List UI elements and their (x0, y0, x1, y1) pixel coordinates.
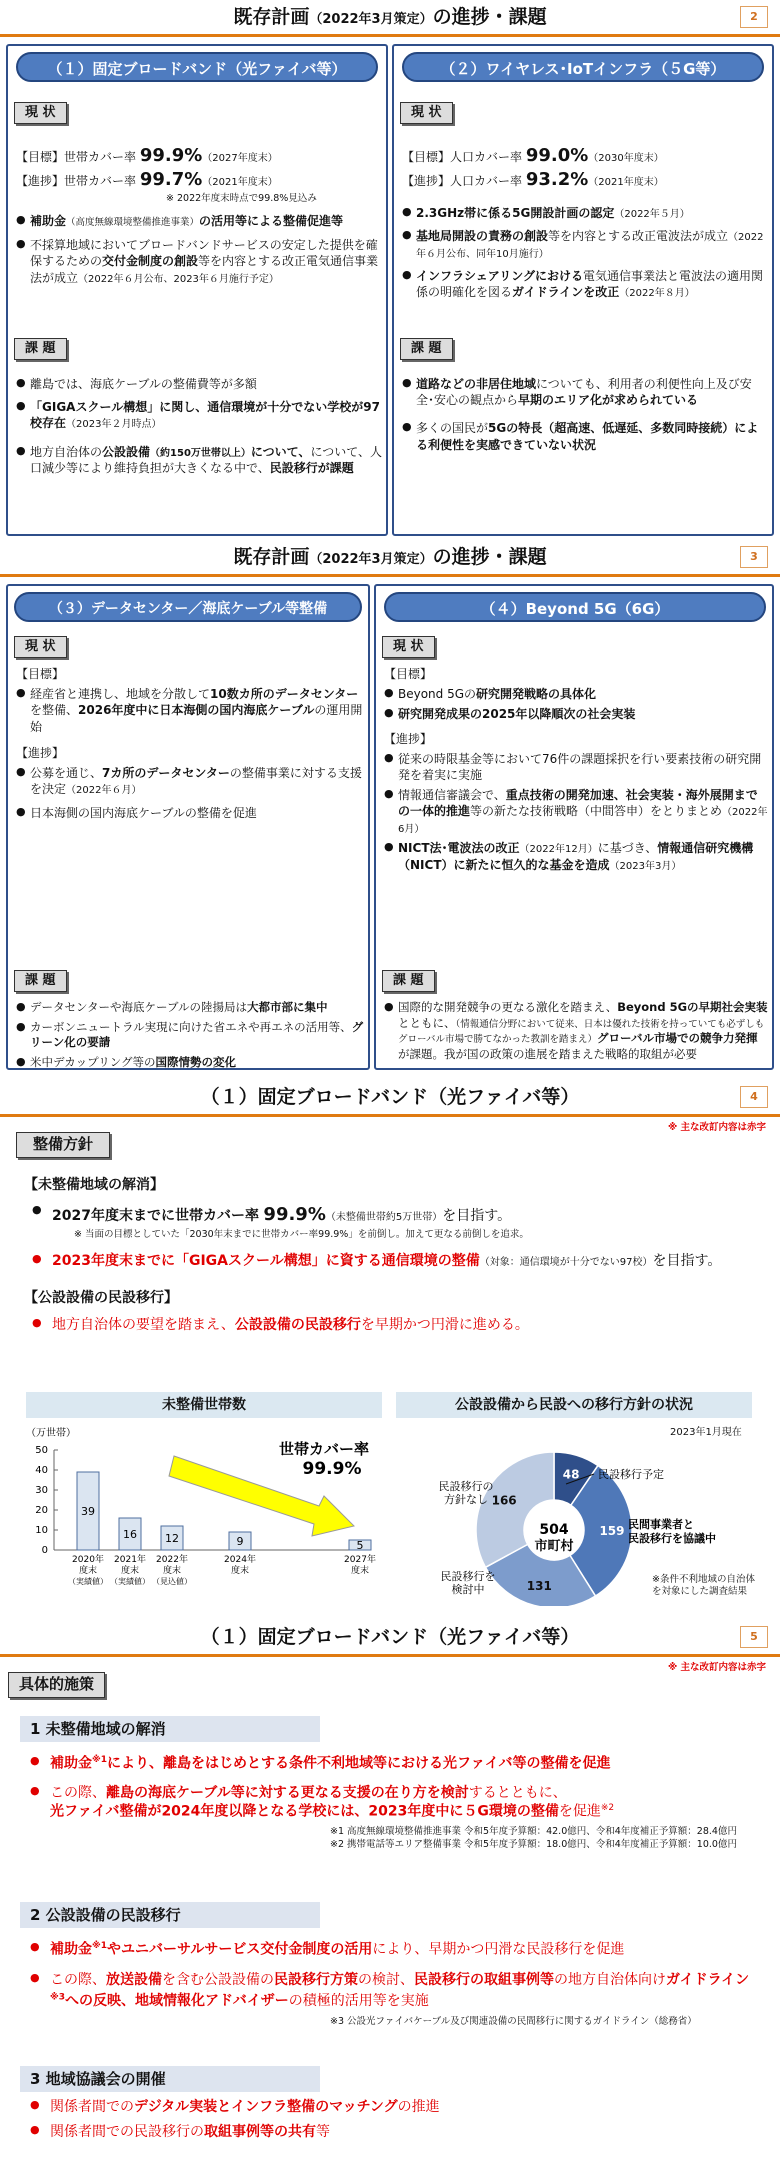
bullet: ● 多くの国民が5Gの特長（超高速、低遅延、多数同時接続）による利便性を実感できていない状況 (402, 420, 768, 452)
y-tick-label: 50 (35, 1445, 48, 1456)
chart-title: 未整備世帯数 (26, 1392, 382, 1418)
panel-heading: （３）データセンター／海底ケーブル等整備 (14, 592, 362, 622)
panel-heading: （４）Beyond 5G（6G） (384, 592, 766, 622)
goal-line: 【目標】人口カバー率 99.0%（2030年度末） (402, 145, 664, 166)
bullet: ● 道路などの非居住地域についても、利用者の利便性向上及び安全･安心の観点から早期のエリア化が求められている (402, 376, 768, 408)
slide-title: 既存計画（2022年3月策定）の進捗・課題 (233, 546, 547, 568)
status-tag: 現 状 (382, 636, 435, 658)
policy-tag: 整備方針 (16, 1132, 110, 1158)
bullet: ● 経産省と連携し、地域を分散して10数カ所のデータセンターを整備、2026年度中に日本海側の国内海底ケーブルの運用開始 (16, 686, 364, 735)
slide-2 (0, 0, 780, 545)
issue-tag: 課 題 (400, 338, 453, 360)
bullet: ● 不採算地域においてブロードバンドサービスの安定した提供を確保するための交付金制度の創設等を内容とする改正電気通信事業法が成立（2022年６月公布、2023年６月施行予定） (16, 237, 382, 286)
bar-value-label: 9 (236, 1535, 244, 1548)
slide-5 (0, 1620, 780, 2160)
bullet: ● 離島では、海底ケーブルの整備費等が多額 (16, 376, 382, 392)
bullet: ● 基地局開設の責務の創設等を内容とする改正電波法が成立（2022年６月公布、同年10月施行） (402, 228, 768, 261)
page-number: 3 (740, 546, 768, 568)
bullet: ● 補助金$^{※1}$やユニバーサルサービス交付金制度の活用により、早期かつ円滑な民設移行を促進 (30, 1940, 760, 1960)
progress-line: 【進捗】人口カバー率 93.2%（2021年度末） (402, 169, 664, 191)
bullet: ● Beyond 5Gの研究開発戦略の具体化 (384, 686, 768, 702)
pie-value-label: 48 (562, 1467, 580, 1482)
bullet: ● 2.3GHz帯に係る5G開設計画の認定（2022年５月） (402, 205, 768, 222)
x-tick-label: 2020年 (72, 1555, 104, 1565)
goal-heading: 【目標】 (16, 667, 65, 681)
bullet: ● 地方自治体の要望を踏まえ、公設設備の民設移行を早期かつ円滑に進める。 (32, 1316, 764, 1335)
page-number: 2 (740, 6, 768, 28)
x-tick-label: 度末 (230, 1566, 250, 1576)
bullet: ● 関係者間での民設移行の取組事例等の共有等 (30, 2123, 760, 2142)
pie-value-label: 131 (526, 1579, 552, 1594)
y-tick-label: 0 (41, 1545, 48, 1556)
bullet: ● 「GIGAスクール構想」に関し、通信環境が十分でない学校が97校存在（2023年２月時点） (16, 399, 382, 432)
bar-value-label: 12 (165, 1532, 179, 1545)
bullet: ● インフラシェアリングにおける電気通信事業法と電波法の適用関係の明確化を図るガイドラインを改正（2022年８月） (402, 268, 768, 301)
x-tick-sublabel: （実績値） (110, 1577, 150, 1586)
pie-label-none: 民設移行の方針なし (438, 1480, 494, 1506)
pie-label-talk: 民間事業者と民設移行を協議中 (628, 1518, 716, 1545)
revision-note: ※ 主な改訂内容は赤字 (667, 1122, 766, 1133)
footnote: ※1 高度無線環境整備推進事業 令和5年度予算額：42.0億円、令和4年度補正予算額：28.4億円 (330, 1825, 737, 1837)
bullet: ● この際、離島の海底ケーブル等に対する更なる支援の在り方を検討するとともに、 光ファイバ整備が2024年度以降となる学校には、2023年度中に５G環境の整備を促進$^{※2}$ (30, 1784, 760, 1822)
pie-center-total: 504 (539, 1522, 569, 1538)
x-tick-sublabel: （見込値） (152, 1577, 192, 1586)
bullet: ● NICT法･電波法の改正（2022年12月）に基づき、情報通信研究機構（NICT）に新たに恒久的な基金を造成（2023年3月） (384, 840, 768, 873)
bullet: ● 国際的な開発競争の更なる激化を踏まえ、Beyond 5Gの早期社会実装とともに、（情報通信分野において従来、日本は優れた技術を持っていても必ずしもグローバル市場で勝てなかった教訓を踏まえ）グローバル市場での競争力発揮が課題。我が国の政策の進展を踏まえた戦略的取組が必要 (384, 1000, 768, 1063)
x-tick-label: 2021年 (114, 1555, 146, 1565)
chart-title: 公設設備から民設への移行方針の状況 (396, 1392, 752, 1418)
footnote: ※2 携帯電話等エリア整備事業 令和5年度予算額：18.0億円、令和4年度補正予算額：10.0億円 (330, 1838, 737, 1850)
title-divider (0, 34, 780, 37)
x-tick-label: 2027年 (344, 1555, 376, 1565)
slide-title: 既存計画（2022年3月策定）の進捗・課題 (233, 6, 547, 28)
bar-chart (24, 1424, 384, 1604)
pie-label-plan: 民設移行予定 (598, 1468, 664, 1481)
bar-value-label: 16 (123, 1528, 137, 1541)
issue-tag: 課 題 (382, 970, 435, 992)
bullet: ● 2027年度末までに世帯カバー率 99.9%（未整備世帯約5万世帯）を目指す。 (32, 1203, 764, 1227)
x-tick-sublabel: （実績値） (68, 1577, 108, 1586)
bar-value-label: 39 (81, 1505, 95, 1518)
bullet: ● 関係者間でのデジタル実装とインフラ整備のマッチングの推進 (30, 2098, 760, 2117)
footnote: ※3 公設光ファイバケーブル及び関連設備の民間移行に関するガイドライン（総務省） (330, 2015, 697, 2027)
pie-value-label: 166 (491, 1493, 517, 1508)
section-bar: 1 未整備地域の解消 (20, 1716, 320, 1742)
title-divider (0, 1654, 780, 1657)
pie-value-label: 159 (599, 1524, 625, 1539)
panel-heading: （２）ワイヤレス･IoTインフラ（５G等） (402, 52, 764, 82)
issue-tag: 課 題 (14, 338, 67, 360)
status-tag: 現 状 (14, 636, 67, 658)
x-tick-label: 2022年 (156, 1555, 188, 1565)
y-tick-label: 20 (35, 1505, 48, 1516)
x-tick-label: 度末 (78, 1566, 98, 1576)
progress-heading: 【進捗】 (16, 745, 65, 760)
goal-line: 【目標】世帯カバー率 99.9%（2027年度末） (16, 145, 278, 166)
slide-3 (0, 540, 780, 1080)
page-number: 4 (740, 1086, 768, 1108)
y-tick-label: 30 (35, 1485, 48, 1496)
bullet: ● 公募を通じ、7カ所のデータセンターの整備事業に対する支援を決定（2022年６月） (16, 765, 364, 798)
section-heading: 【未整備地域の解消】 (24, 1177, 164, 1193)
bullet: ● 研究開発成果の2025年以降順次の社会実装 (384, 706, 768, 722)
bullet-note: ※ 当面の目標としていた「2030年末までに世帯カバー率99.9%」を前倒し。加えて更なる前倒しを追求。 (74, 1229, 529, 1241)
bullet: ● カーボンニュートラル実現に向けた省エネや再エネの活用等、グリーン化の要請 (16, 1020, 364, 1051)
panel-wireless-iot (392, 44, 774, 536)
progress-line: 【進捗】世帯カバー率 99.7%（2021年度末） (16, 169, 278, 191)
bullet: ● 2023年度末までに「GIGAスクール構想」に資する通信環境の整備（対象：通信環境が十分でない97校）を目指す。 (32, 1252, 764, 1271)
pie-center-unit: 市町村 (534, 1539, 574, 1554)
status-tag: 現 状 (400, 102, 453, 124)
y-tick-label: 10 (35, 1525, 48, 1536)
panel-heading: （１）固定ブロードバンド（光ファイバ等） (16, 52, 378, 82)
bullet: ● 補助金$^{※1}$により、離島をはじめとする条件不利地域等における光ファイバ等の整備を促進 (30, 1754, 760, 1774)
slide-4 (0, 1080, 780, 1620)
coverage-value: 99.9% (302, 1459, 362, 1479)
x-tick-label: 度末 (120, 1566, 140, 1576)
goal-heading: 【目標】 (384, 667, 433, 681)
x-tick-label: 2024年 (224, 1555, 256, 1565)
x-tick-label: 度末 (162, 1566, 182, 1576)
progress-note: ※ 2022年度末時点で99.8%見込み (166, 192, 317, 204)
revision-note: ※ 主な改訂内容は赤字 (667, 1662, 766, 1673)
bullet: ● この際、放送設備を含む公設設備の民設移行方策の検討、民設移行の取組事例等の地方自治体向けガイドライン$^{※3}$への反映、地域情報化アドバイザーの積極的活用等を実施 (30, 1970, 760, 2012)
bullet: ● 地方自治体の公設設備（約150万世帯以上）について、について、人口減少等により維持負担が大きくなる中で、民設移行が課題 (16, 444, 382, 477)
pie-label-study: 民設移行を検討中 (440, 1570, 496, 1596)
pie-note: ※条件不利地域の自治体を対象にした調査結果 (652, 1574, 755, 1597)
title-divider (0, 1114, 780, 1117)
panel-beyond-5g (374, 584, 774, 1070)
section-bar: 3 地域協議会の開催 (20, 2066, 320, 2092)
slide-title: （１）固定ブロードバンド（光ファイバ等） (200, 1086, 580, 1108)
panel-datacenter (6, 584, 370, 1070)
bullet: ● 米中デカップリング等の国際情勢の変化 (16, 1055, 364, 1071)
status-tag: 現 状 (14, 102, 67, 124)
section-heading: 【公設設備の民設移行】 (24, 1289, 178, 1306)
progress-heading: 【進捗】 (384, 731, 433, 746)
bullet: ● 情報通信審議会で、重点技術の開発加速、社会実装・海外展開までの一体的推進等の新たな技術戦略（中間答申）をとりまとめ（2022年6月） (384, 787, 768, 836)
bullet: ● データセンターや海底ケーブルの陸揚局は大都市部に集中 (16, 1000, 364, 1016)
issue-tag: 課 題 (14, 970, 67, 992)
title-divider (0, 574, 780, 577)
bullet: ● 従来の時限基金等において76件の課題採択を行い要素技術の研究開発を着実に実施 (384, 751, 768, 783)
page-number: 5 (740, 1626, 768, 1648)
y-tick-label: 40 (35, 1465, 48, 1476)
measures-tag: 具体的施策 (8, 1672, 105, 1698)
pie-date: 2023年1月現在 (670, 1427, 742, 1438)
bullet: ● 日本海側の国内海底ケーブルの整備を促進 (16, 805, 364, 821)
y-axis-label: （万世帯） (26, 1428, 76, 1439)
bar-value-label: 5 (356, 1539, 364, 1552)
coverage-label: 世帯カバー率 (278, 1440, 370, 1458)
x-tick-label: 度末 (350, 1566, 370, 1576)
section-bar: 2 公設設備の民設移行 (20, 1902, 320, 1928)
slide-title: （１）固定ブロードバンド（光ファイバ等） (200, 1626, 580, 1648)
panel-fixed-broadband (6, 44, 388, 536)
bullet: ● 補助金（高度無線環境整備推進事業）の活用等による整備促進等 (16, 213, 382, 230)
